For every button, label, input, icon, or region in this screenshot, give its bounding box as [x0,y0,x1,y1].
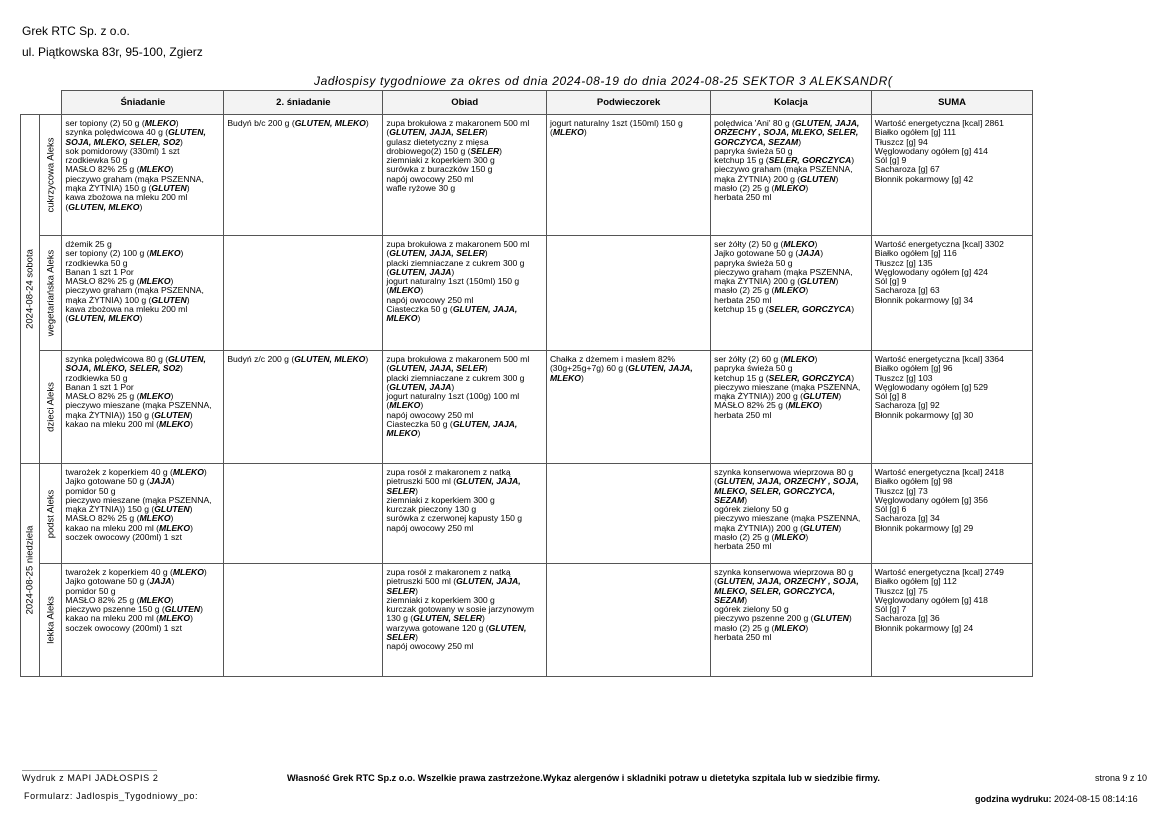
meal-cell-suma [871,464,1033,564]
day-date-label: 2024-08-24 sobota [24,249,36,329]
menu-item: szynka konserwowa wieprzowa 80 g (GLUTEN, JAJA, ORZECHY , SOJA, MLEKO, SELER, GORCZYCA, SEZAM) [714,467,859,505]
diet-name-cell [40,464,62,564]
nutrition-line: Błonnik pokarmowy [g] 42 [874,173,974,184]
diet-name-label: lekka Aleks [45,596,57,644]
allergen-list: GLUTEN, JAJA [389,266,452,277]
nutrition-line: Białko ogółem [g] 116 [874,248,957,259]
menu-item: pieczywo graham (mąka PSZENNA, mąka ŻYTNIA) 200 g (GLUTEN) [714,164,853,184]
menu-item: pieczywo mieszane (mąka PSZENNA, mąka ŻYTNIA)) 200 g (GLUTEN) [714,513,861,533]
footer-form: Formularz: Jadlospis_Tygodniowy_po: [24,791,199,801]
corner-blank [21,91,40,115]
menu-item: dżemik 25 g [65,239,112,249]
allergen-list: GLUTEN, JAJA, ORZECHY , SOJA, MLEKO, SELER, GORCZYCA, SEZAM [714,576,859,605]
menu-item: pomidor 50 g [65,585,116,596]
meal-cell-drugie-sniadanie [224,564,383,677]
allergen-list: GLUTEN, SOJA, MLEKO, SELER, SO2 [65,127,206,147]
menu-item: Ciasteczka 50 g (GLUTEN, JAJA, MLEKO) [386,304,518,324]
allergen-list: GLUTEN, JAJA, MLEKO [386,304,518,324]
allergen-list: GLUTEN, JAJA, SELER [386,476,521,496]
nutrition-line: Sól [g] 7 [874,604,907,615]
allergen-list: GLUTEN [154,504,190,515]
nutrition-line: Węglowodany ogółem [g] 414 [874,145,988,156]
menu-item: Banan 1 szt 1 Por [65,381,134,392]
nutrition-line: Błonnik pokarmowy [g] 34 [874,294,974,305]
menu-item: polędwica 'Ani' 80 g (GLUTEN, JAJA, ORZECHY , SOJA, MLEKO, SELER, GORCZYCA, SEZAM) [714,118,860,147]
menu-item: warzywa gotowane 120 g (GLUTEN, SELER) [386,622,527,643]
allergen-list: GLUTEN, MLEKO [68,201,140,212]
nutrition-line: Węglowodany ogółem [g] 529 [874,381,988,392]
meal-cell-sniadanie [62,464,224,564]
menu-item: ser topiony (2) 100 g (MLEKO) [65,248,184,259]
allergen-list: GLUTEN [154,409,190,420]
nutrition-line: Sól [g] 8 [874,391,907,402]
allergen-list: GLUTEN, JAJA, MLEKO [549,363,693,383]
menu-item: kurczak gotowany w sosie jarzynowym 130 g (GLUTEN, SELER) [386,604,534,624]
diet-row [21,351,1169,464]
print-time-value: 2024-08-15 08:14:16 [1054,794,1138,804]
menu-item: MASŁO 82% 25 g (MLEKO) [65,391,174,402]
menu-item: MASŁO 82% 25 g (MLEKO) [714,400,823,411]
allergen-list: GLUTEN, JAJA, ORZECHY , SOJA, MLEKO, SELER, GORCZYCA, SEZAM [714,118,860,147]
menu-item: Jajko gotowane 50 g (JAJA) [65,476,175,487]
menu-item: kurczak pieczony 130 g [386,504,477,515]
nutrition-line: Sacharoza [g] 67 [874,164,940,175]
allergen-list: GLUTEN [151,294,187,305]
menu-item: szynka polędwicowa 80 g (GLUTEN, SOJA, MLEKO, SELER, SO2) [65,354,206,374]
menu-item: ketchup 15 g (SELER, GORCZYCA) [714,372,855,383]
nutrition-line: Węglowodany ogółem [g] 418 [874,594,988,605]
nutrition-line: Sól [g] 6 [874,504,907,515]
allergen-list: GLUTEN [813,613,849,624]
menu-item: papryka świeża 50 g [714,257,793,268]
nutrition-line: Tłuszcz [g] 73 [874,485,928,496]
nutrition-line: Tłuszcz [g] 75 [874,585,928,596]
menu-item: pieczywo mieszane (mąka PSZENNA, mąka ŻYTNIA)) 150 g (GLUTEN) [65,400,212,420]
menu-item: rzodkiewka 50 g [65,372,128,383]
menu-item: ser żółty (2) 50 g (MLEKO) [714,239,818,249]
menu-item: ketchup 15 g (SELER, GORCZYCA) [714,304,855,315]
company-name: Grek RTC Sp. z o.o. [22,24,130,38]
menu-item: jogurt naturalny 1szt (150ml) 150 g (MLEKO) [386,276,520,296]
menu-item: Budyń z/c 200 g (GLUTEN, MLEKO) [227,354,369,364]
nutrition-line: Tłuszcz [g] 135 [874,257,933,268]
diet-name-label: dzieci Aleks [45,382,57,432]
menu-item: placki ziemniaczane z cukrem 300 g (GLUTEN, JAJA) [386,372,525,392]
menu-item: napój owocowy 250 ml [386,173,474,184]
meal-cell-drugie-sniadanie [224,464,383,564]
meal-cell-podwieczorek [546,236,710,351]
menu-item: sok pomidorowy (330ml) 1 szt [65,145,180,156]
allergen-list: MLEKO [139,513,171,524]
menu-item: Jajko gotowane 50 g (JAJA) [65,576,175,587]
allergen-list: SELER, GORCZYCA [768,155,852,166]
allergen-list: MLEKO [552,127,584,138]
footer-page-number: strona 9 z 10 [1095,773,1148,783]
menu-item: kakao na mleku 200 ml (MLEKO) [65,613,193,624]
meal-cell-drugie-sniadanie [224,236,383,351]
nutrition-line: Wartość energetyczna [kcal] 3364 [874,354,1004,364]
day-date-cell [21,464,40,677]
menu-item: pieczywo graham (mąka PSZENNA, mąka ŻYTNIA) 100 g (GLUTEN) [65,285,204,305]
menu-item: placki ziemniaczane z cukrem 300 g (GLUTEN, JAJA) [386,257,525,277]
allergen-list: GLUTEN, JAJA, SELER [389,363,485,374]
menu-item: ogórek zielony 50 g [714,604,789,615]
menu-item: napój owocowy 250 ml [386,522,474,533]
allergen-list: MLEKO [774,285,806,296]
meal-cell-podwieczorek [546,115,710,236]
allergen-list: MLEKO [389,400,421,411]
menu-item: herbata 250 ml [714,632,772,643]
diet-name-label: wegetariańska Aleks [45,249,57,337]
report-title: Jadłospisy tygodniowe za okres od dnia 2024-08-19 do dnia 2024-08-25 SEKTOR 3 ALEKSANDR( [314,74,893,88]
allergen-list: JAJA [149,576,172,587]
menu-item: ser topiony (2) 50 g (MLEKO) [65,118,179,128]
diet-name-cell [40,351,62,464]
meal-cell-obiad [383,115,547,236]
meal-cell-obiad [383,464,547,564]
meal-cell-podwieczorek [546,464,710,564]
allergen-list: MLEKO [172,567,204,577]
meal-cell-kolacja [711,464,872,564]
menu-item: jogurt naturalny 1szt (150ml) 150 g (MLEKO) [549,118,683,138]
allergen-list: GLUTEN, JAJA, ORZECHY , SOJA, MLEKO, SELER, GORCZYCA, SEZAM [714,476,859,505]
nutrition-line: Sacharoza [g] 92 [874,400,940,411]
menu-item: rzodkiewka 50 g [65,257,128,268]
allergen-list: MLEKO [149,248,181,259]
menu-item: napój owocowy 250 ml [386,294,474,305]
menu-item: pomidor 50 g [65,485,116,496]
col-header-sniadanie: Śniadanie [62,91,224,115]
meal-cell-sniadanie [62,236,224,351]
allergen-list: MLEKO [774,622,806,633]
meal-cell-podwieczorek [546,564,710,677]
col-header-drugie-sniadanie: 2. śniadanie [224,91,383,115]
menu-item: twarożek z koperkiem 40 g (MLEKO) [65,467,207,477]
nutrition-line: Błonnik pokarmowy [g] 30 [874,409,974,420]
allergen-list: GLUTEN, SOJA, MLEKO, SELER, SO2 [65,354,206,374]
diet-name-label: cukrzycowa Aleks [45,137,57,213]
menu-item: Ciasteczka 50 g (GLUTEN, JAJA, MLEKO) [386,419,518,439]
nutrition-line: Sacharoza [g] 63 [874,285,940,296]
nutrition-line: Białko ogółem [g] 98 [874,476,953,487]
diet-name-cell [40,236,62,351]
menu-item: soczek owocowy (200ml) 1 szt [65,622,182,633]
allergen-list: MLEKO [139,276,171,287]
menu-item: Budyń b/c 200 g (GLUTEN, MLEKO) [227,118,369,128]
nutrition-line: Sacharoza [g] 36 [874,613,940,624]
menu-item: MASŁO 82% 25 g (MLEKO) [65,164,174,175]
allergen-list: JAJA [798,248,821,259]
menu-item: pieczywo pszenne 150 g (GLUTEN) [65,604,203,615]
nutrition-line: Sól [g] 9 [874,276,907,287]
allergen-list: MLEKO [139,164,171,175]
menu-item: soczek owocowy (200ml) 1 szt [65,532,182,543]
menu-item: wafle ryżowe 30 g [386,183,456,194]
nutrition-line: Węglowodany ogółem [g] 424 [874,266,988,277]
diet-row [21,564,1169,677]
allergen-list: MLEKO [139,594,171,605]
menu-item: papryka świeża 50 g [714,363,793,374]
allergen-list: MLEKO [159,419,191,430]
nutrition-line: Tłuszcz [g] 94 [874,136,928,147]
col-header-kolacja: Kolacja [711,91,872,115]
meal-cell-suma [871,564,1033,677]
meal-cell-podwieczorek [546,351,710,464]
company-address: ul. Piątkowska 83r, 95-100, Zgierz [22,45,203,59]
allergen-list: SELER, GORCZYCA [768,304,852,315]
col-header-obiad: Obiad [383,91,547,115]
footer-printout: Wydruk z MAPI JADŁOSPIS 2 [22,773,159,783]
nutrition-line: Wartość energetyczna [kcal] 3302 [874,239,1004,249]
menu-item: masło (2) 25 g (MLEKO) [714,183,809,194]
allergen-list: GLUTEN, JAJA, SELER [389,127,485,138]
nutrition-line: Wartość energetyczna [kcal] 2418 [874,467,1004,477]
allergen-list: GLUTEN [800,173,836,184]
menu-item: pieczywo graham (mąka PSZENNA, mąka ŻYTNIA) 200 g (GLUTEN) [714,266,853,287]
meal-cell-drugie-sniadanie [224,351,383,464]
menu-item: surówka z czerwonej kapusty 150 g [386,513,523,524]
menu-item: Jajko gotowane 50 g (JAJA) [714,248,824,259]
meal-cell-kolacja [711,115,872,236]
allergen-list: GLUTEN, SELER [413,613,482,624]
meal-cell-obiad [383,351,547,464]
allergen-list: GLUTEN [151,183,187,194]
allergen-list: GLUTEN, MLEKO [294,354,366,364]
allergen-list: MLEKO [783,239,815,249]
menu-item: rzodkiewka 50 g [65,155,128,166]
menu-item: kakao na mleku 200 ml (MLEKO) [65,419,193,430]
menu-item: zupa rosół z makaronem z natką pietruszki 500 ml (GLUTEN, JAJA, SELER) [386,467,521,496]
meal-cell-obiad [383,564,547,677]
menu-item: jogurt naturalny 1szt (100g) 100 ml (MLEKO) [386,391,520,411]
allergen-list: GLUTEN, JAJA [389,381,452,392]
menu-item: herbata 250 ml [714,409,772,420]
diet-name-label: podst Aleks [45,489,57,538]
allergen-list: MLEKO [139,391,171,402]
nutrition-line: Wartość energetyczna [kcal] 2861 [874,118,1004,128]
menu-table [20,90,1169,677]
col-header-suma: SUMA [871,91,1033,115]
nutrition-line: Sacharoza [g] 34 [874,513,940,524]
nutrition-line: Tłuszcz [g] 103 [874,372,933,383]
allergen-list: MLEKO [774,532,806,543]
footer-divider [22,770,157,771]
allergen-list: GLUTEN, SELER [386,622,527,643]
menu-item: pieczywo mieszane (mąka PSZENNA, mąka ŻYTNIA)) 150 g (GLUTEN) [65,494,212,515]
allergen-list: SELER [470,145,500,156]
footer-print-time [975,794,1138,804]
nutrition-line: Sól [g] 9 [874,155,907,166]
menu-item: gulasz dietetyczny z mięsa drobiowego(2) 150 g (SELER) [386,136,503,156]
meal-cell-sniadanie [62,351,224,464]
menu-item: zupa brokułowa z makaronem 500 ml (GLUTEN, JAJA, SELER) [386,118,530,138]
menu-item: ziemniaki z koperkiem 300 g [386,494,495,505]
nutrition-line: Węglowodany ogółem [g] 356 [874,494,988,505]
day-date-label: 2024-08-25 niedziela [24,525,36,615]
menu-item: herbata 250 ml [714,192,772,203]
allergen-list: GLUTEN [803,522,839,533]
menu-item: ketchup 15 g (SELER, GORCZYCA) [714,155,855,166]
menu-item: kakao na mleku 200 ml (MLEKO) [65,522,193,533]
header-row [21,91,1169,115]
menu-item: zupa brokułowa z makaronem 500 ml (GLUTEN, JAJA, SELER) [386,354,530,374]
nutrition-line: Wartość energetyczna [kcal] 2749 [874,567,1004,577]
allergen-list: GLUTEN [803,391,839,402]
nutrition-line: Białko ogółem [g] 112 [874,576,957,587]
allergen-list: MLEKO [774,183,806,194]
col-header-podwieczorek: Podwieczorek [546,91,710,115]
menu-item: szynka polędwicowa 40 g (GLUTEN, SOJA, MLEKO, SELER, SO2) [65,127,206,147]
allergen-list: GLUTEN, JAJA, MLEKO [386,419,518,439]
allergen-list: MLEKO [172,467,204,477]
allergen-list: GLUTEN [800,276,836,287]
allergen-list: JAJA [149,476,172,487]
menu-item: napój owocowy 250 ml [386,409,474,420]
allergen-list: MLEKO [144,118,176,128]
meal-cell-sniadanie [62,564,224,677]
menu-item: MASŁO 82% 25 g (MLEKO) [65,594,174,605]
meal-cell-kolacja [711,236,872,351]
meal-cell-suma [871,115,1033,236]
diet-row [21,464,1169,564]
menu-item: szynka konserwowa wieprzowa 80 g (GLUTEN, JAJA, ORZECHY , SOJA, MLEKO, SELER, GORCZYCA, SEZAM) [714,567,859,605]
menu-item: MASŁO 82% 25 g (MLEKO) [65,513,174,524]
diet-name-cell [40,115,62,236]
menu-item: napój owocowy 250 ml [386,641,474,652]
menu-item: kawa zbożowa na mleku 200 ml (GLUTEN, MLEKO) [65,192,188,212]
menu-item: herbata 250 ml [714,541,772,552]
menu-item: twarożek z koperkiem 40 g (MLEKO) [65,567,207,577]
menu-item: zupa brokułowa z makaronem 500 ml (GLUTEN, JAJA, SELER) [386,239,530,259]
allergen-list: SELER, GORCZYCA [768,372,852,383]
meal-cell-suma [871,236,1033,351]
meal-cell-sniadanie [62,115,224,236]
menu-item: pieczywo mieszane (mąka PSZENNA, mąka ŻYTNIA)) 200 g (GLUTEN) [714,381,861,402]
nutrition-line: Białko ogółem [g] 96 [874,363,953,374]
allergen-list: GLUTEN, JAJA, SELER [386,576,521,596]
menu-item: kawa zbożowa na mleku 200 ml (GLUTEN, MLEKO) [65,304,188,324]
allergen-list: MLEKO [788,400,820,411]
allergen-list: GLUTEN, MLEKO [294,118,366,128]
meal-cell-drugie-sniadanie [224,115,383,236]
menu-item: masło (2) 25 g (MLEKO) [714,285,809,296]
allergen-list: MLEKO [783,354,815,364]
meal-cell-suma [871,351,1033,464]
allergen-list: GLUTEN [164,604,201,615]
corner-blank [40,91,62,115]
menu-item: Banan 1 szt 1 Por [65,266,134,277]
menu-item: ser żółty (2) 60 g (MLEKO) [714,354,818,364]
diet-row [21,115,1169,236]
menu-item: Chałka z dżemem i masłem 82% (30g+25g+7g) 60 g (GLUTEN, JAJA, MLEKO) [549,354,693,383]
menu-item: zupa rosół z makaronem z natką pietruszki 500 ml (GLUTEN, JAJA, SELER) [386,567,521,596]
menu-item: herbata 250 ml [714,294,772,305]
allergen-list: MLEKO [159,613,191,624]
nutrition-line: Błonnik pokarmowy [g] 24 [874,622,974,633]
menu-item: pieczywo pszenne 200 g (GLUTEN) [714,613,852,624]
menu-body [21,115,1169,677]
menu-item: masło (2) 25 g (MLEKO) [714,532,809,543]
day-date-cell [21,115,40,464]
nutrition-line: Błonnik pokarmowy [g] 29 [874,522,974,533]
menu-item: ogórek zielony 50 g [714,504,789,515]
menu-item: MASŁO 82% 25 g (MLEKO) [65,276,174,287]
allergen-list: MLEKO [159,522,191,533]
footer-ownership: Własność Grek RTC Sp.z o.o. Wszelkie prawa zastrzeżone.Wykaz alergenów i skladniki potraw u dietetyka szpitala lub w siedzibie firmy. [287,773,880,783]
menu-item: pieczywo graham (mąka PSZENNA, mąka ŻYTNIA) 150 g (GLUTEN) [65,173,204,194]
allergen-list: GLUTEN, JAJA, SELER [389,248,485,259]
nutrition-line: Białko ogółem [g] 111 [874,127,957,138]
diet-row [21,236,1169,351]
meal-cell-obiad [383,236,547,351]
menu-item: ziemniaki z koperkiem 300 g [386,594,495,605]
menu-item: surówka z buraczków 150 g [386,164,493,175]
meal-cell-kolacja [711,564,872,677]
menu-item: ziemniaki z koperkiem 300 g [386,155,495,166]
menu-item: papryka świeża 50 g [714,145,793,156]
menu-item: masło (2) 25 g (MLEKO) [714,622,809,633]
meal-cell-kolacja [711,351,872,464]
allergen-list: MLEKO [389,285,421,296]
print-time-label: godzina wydruku: [975,794,1052,804]
diet-name-cell [40,564,62,677]
allergen-list: GLUTEN, MLEKO [68,313,140,324]
